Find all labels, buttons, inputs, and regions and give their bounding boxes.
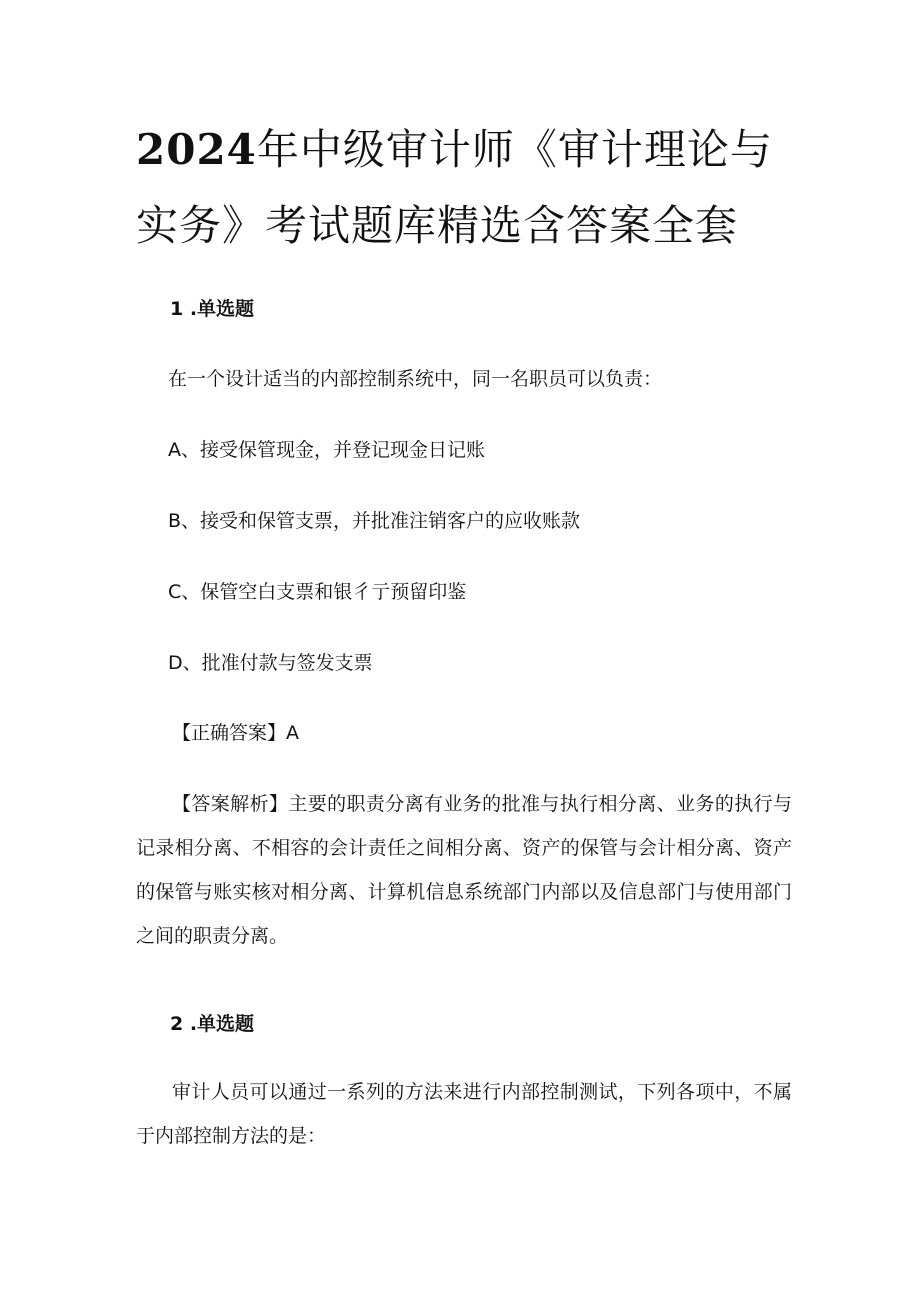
question-1-analysis: 【答案解析】主要的职责分离有业务的批准与执行相分离、业务的执行与记录相分离、不相容的会计责任之间相分离、资产的保管与会计相分离、资产的保管与账实核对相分离、计算机信息系统部门内部以及信息部门与使用部门之间的职责分离。: [136, 793, 792, 947]
question-2-heading: 2 .单选题: [170, 1013, 255, 1035]
title-text: 年中级审计师《审计理论与实务》考试题库精选含答案全套: [136, 125, 773, 250]
question-1-option-a: A、接受保管现金，并登记现金日记账: [168, 439, 485, 461]
question-1-heading: 1 .单选题: [170, 298, 255, 320]
question-1-answer: 【正确答案】A: [172, 722, 299, 744]
document-title: [136, 112, 796, 264]
question-2-stem: 审计人员可以通过一系列的方法来进行内部控制测试，下列各项中，不属于内部控制方法的是：: [136, 1081, 792, 1147]
question-1-option-b: B、接受和保管支票，并批准注销客户的应收账款: [168, 510, 581, 532]
title-year: 2024: [136, 125, 257, 174]
question-1-option-d: D、批准付款与签发支票: [168, 652, 373, 674]
question-1-option-c: C、保管空白支票和银彳亍预留印鉴: [168, 581, 467, 603]
question-1-stem: 在一个设计适当的内部控制系统中，同一名职员可以负责：: [168, 368, 663, 390]
